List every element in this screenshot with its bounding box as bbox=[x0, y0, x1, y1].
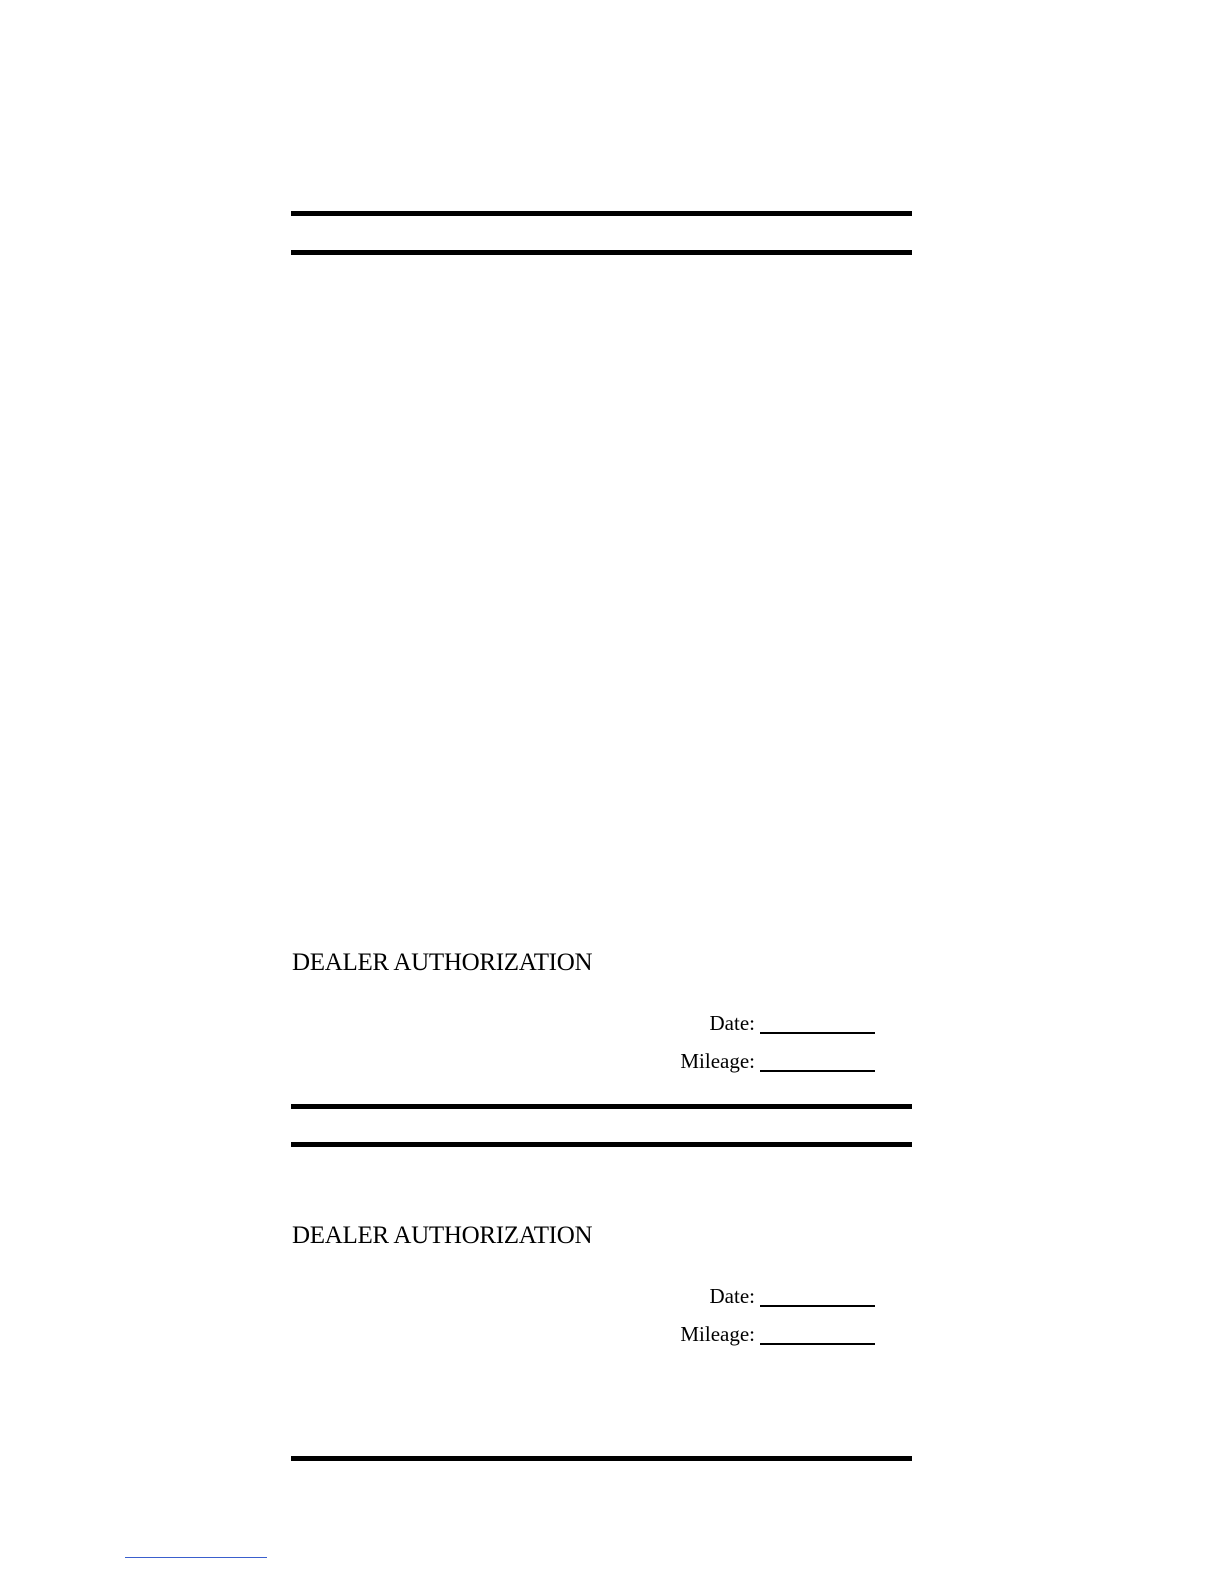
footnote-separator bbox=[125, 1557, 267, 1558]
mileage-label-2: Mileage: bbox=[680, 1322, 755, 1346]
date-field-2[interactable] bbox=[710, 1286, 875, 1307]
date-label-2: Date: bbox=[709, 1284, 755, 1308]
section-divider-rule bbox=[291, 1104, 912, 1109]
mileage-field-2[interactable] bbox=[680, 1324, 875, 1345]
mileage-input-line-2[interactable] bbox=[760, 1326, 875, 1345]
mileage-input-line[interactable] bbox=[760, 1053, 875, 1072]
top-rule-secondary bbox=[291, 250, 912, 255]
mileage-label: Mileage: bbox=[680, 1049, 755, 1073]
section-title-dealer-authorization-2: DEALER AUTHORIZATION bbox=[292, 1222, 593, 1249]
date-field[interactable] bbox=[710, 1013, 875, 1034]
top-rule bbox=[291, 211, 912, 216]
bottom-rule bbox=[291, 1456, 912, 1461]
date-input-line-2[interactable] bbox=[760, 1288, 875, 1307]
date-label: Date: bbox=[709, 1011, 755, 1035]
section-title-dealer-authorization: DEALER AUTHORIZATION bbox=[292, 949, 593, 976]
section-divider-rule-secondary bbox=[291, 1142, 912, 1147]
mileage-field[interactable] bbox=[680, 1051, 875, 1072]
date-input-line[interactable] bbox=[760, 1015, 875, 1034]
